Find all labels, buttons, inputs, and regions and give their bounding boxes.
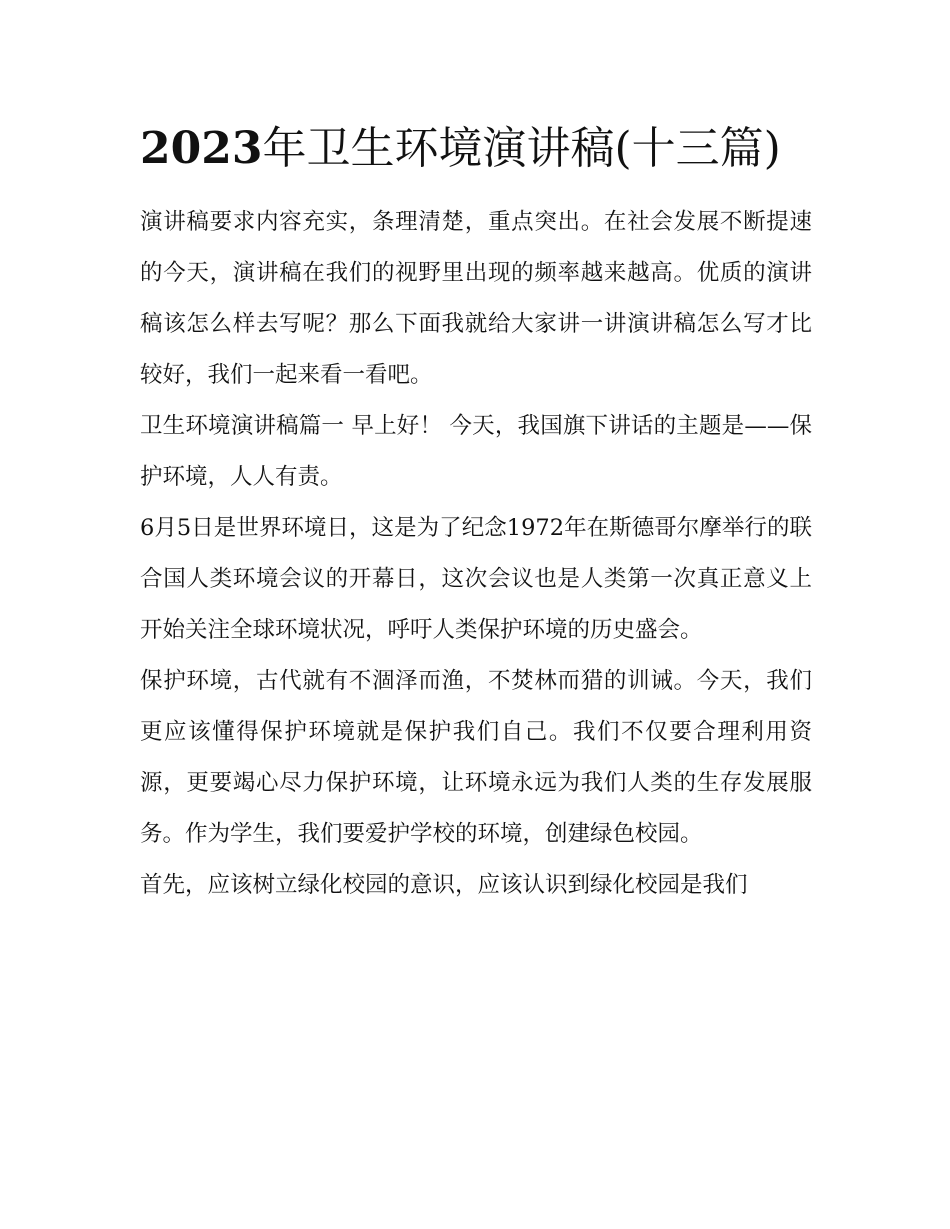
paragraph-world-environment-day: 6月5日是世界环境日，这是为了纪念1972年在斯德哥尔摩举行的联合国人类环境会议的开幕日，这次会议也是人类第一次真正意义上开始关注全球环境状况，呼吁人类保护环境的历史盛会。: [140, 515, 812, 643]
document-title: [140, 115, 812, 183]
paragraph-intro: 演讲稿要求内容充实，条理清楚，重点突出。在社会发展不断提速的今天，演讲稿在我们的视野里出现的频率越来越高。优质的演讲稿该怎么样去写呢？那么下面我就给大家讲一讲演讲稿怎么写才比较好，我们一起来看一看吧。: [140, 209, 812, 388]
title-year: 2023: [140, 123, 263, 174]
paragraph-protect-environment: 保护环境，古代就有不涸泽而渔，不焚林而猎的训诫。今天，我们更应该懂得保护环境就是保护我们自己。我们不仅要合理利用资源，更要竭心尽力保护环境，让环境永远为我们人类的生存发展服务。作为学生，我们要爱护学校的环境，创建绿色校园。: [140, 668, 812, 847]
paragraph-first-point: 首先，应该树立绿化校园的意识，应该认识到绿化校园是我们: [140, 872, 748, 898]
paragraph-speech-one-opening: 卫生环境演讲稿篇一 早上好！ 今天，我国旗下讲话的主题是——保护环境，人人有责。: [140, 413, 812, 490]
title-text: 年卫生环境演讲稿(十三篇): [262, 123, 781, 174]
document-page: [140, 115, 812, 911]
